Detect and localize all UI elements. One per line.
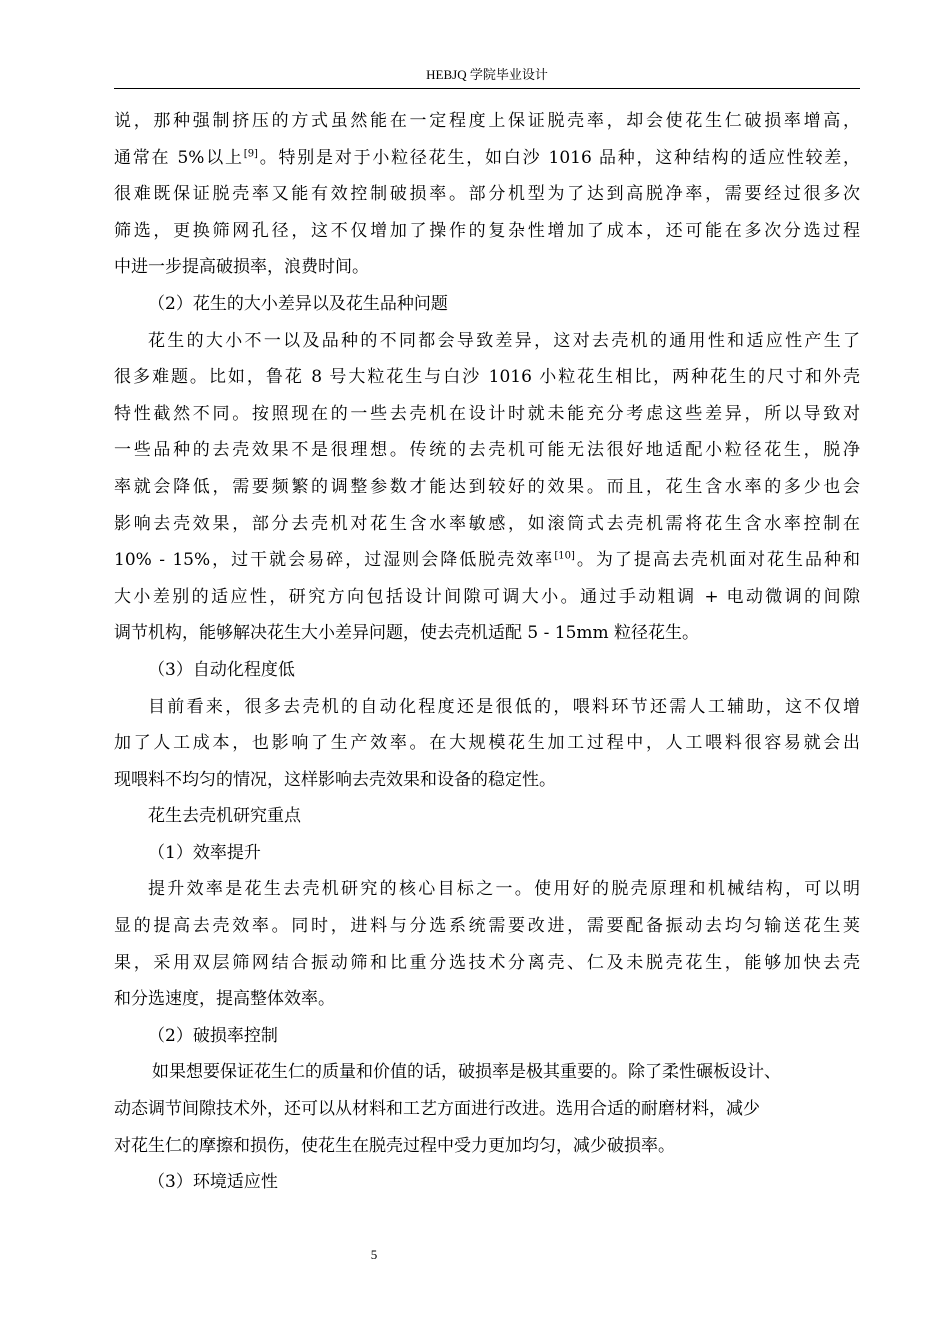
paragraph-line: 调节机构，能够解决花生大小差异问题，使去壳机适配 5 - 15mm 粒径花生。 xyxy=(114,623,700,644)
paragraph-line: 现喂料不均匀的情况，这样影响去壳效果和设备的稳定性。 xyxy=(114,769,556,790)
line-text: 。为了提高去壳机面对花生品种和 xyxy=(574,550,860,571)
paragraph-line: 加了人工成本，也影响了生产效率。在大规模花生加工过程中，人工喂料很容易就会出 xyxy=(114,733,860,754)
line-text: 10% - 15%，过干就会易碎，过湿则会降低脱壳效率 xyxy=(114,550,555,571)
paragraph-line: 说，那种强制挤压的方式虽然能在一定程度上保证脱壳率，却会使花生仁破损率增高， xyxy=(114,111,860,131)
section-heading: （3）自动化程度低 xyxy=(148,659,295,680)
page-number: 5 xyxy=(370,1247,378,1262)
paragraph-line: 大小差别的适应性，研究方向包括设计间隙可调大小。通过手动粗调 + 电动微调的间隙 xyxy=(114,586,860,607)
paragraph-line: 动态调节间隙技术外，还可以从材料和工艺方面进行改进。选用合适的耐磨材料，减少 xyxy=(114,1099,760,1120)
paragraph-line: 目前看来，很多去壳机的自动化程度还是很低的，喂料环节还需人工辅助，这不仅增 xyxy=(148,696,860,717)
paragraph-line xyxy=(114,542,860,579)
section-heading: （1）效率提升 xyxy=(148,842,261,863)
section-heading: （3）环境适应性 xyxy=(148,1172,278,1193)
paragraph-line: 提升效率是花生去壳机研究的核心目标之一。使用好的脱壳原理和机械结构，可以明 xyxy=(148,879,860,900)
paragraph-line: 影响去壳效果，部分去壳机对花生含水率敏感，如滚筒式去壳机需将花生含水率控制在 xyxy=(114,513,860,534)
section-heading: （2）破损率控制 xyxy=(148,1025,278,1046)
running-header: HEBJQ 学院毕业设计 xyxy=(426,67,548,82)
paragraph-line: 花生的大小不一以及品种的不同都会导致差异，这对去壳机的通用性和适应性产生了 xyxy=(148,330,860,351)
header-divider xyxy=(114,88,860,89)
line-text: 通常在 5%以上 xyxy=(114,147,244,168)
section-heading: 花生去壳机研究重点 xyxy=(148,806,301,827)
paragraph-line: 如果想要保证花生仁的质量和价值的话，破损率是极其重要的。除了柔性碾板设计、 xyxy=(152,1062,781,1083)
citation-ref: [9] xyxy=(243,147,258,159)
citation-ref: [10] xyxy=(554,550,575,562)
paragraph-line: 特性截然不同。按照现在的一些去壳机在设计时就未能充分考虑这些差异，所以导致对 xyxy=(114,403,860,424)
paragraph-line: 对花生仁的摩擦和损伤，使花生在脱壳过程中受力更加均匀，减少破损率。 xyxy=(114,1135,675,1156)
body-text xyxy=(114,103,860,1201)
paragraph-line: 中进一步提高破损率，浪费时间。 xyxy=(114,257,369,278)
paragraph-line: 和分选速度，提高整体效率。 xyxy=(114,989,335,1010)
paragraph-line: 果，采用双层筛网结合振动筛和比重分选技术分离壳、仁及未脱壳花生，能够加快去壳 xyxy=(114,952,860,973)
paragraph-line: 筛选，更换筛网孔径，这不仅增加了操作的复杂性增加了成本，还可能在多次分选过程 xyxy=(114,220,860,241)
paragraph-line: 一些品种的去壳效果不是很理想。传统的去壳机可能无法很好地适配小粒径花生，脱净 xyxy=(114,440,860,461)
paragraph-line: 显的提高去壳效率。同时，进料与分选系统需要改进，需要配备振动去均匀输送花生荚 xyxy=(114,916,860,937)
paragraph-line: 很多难题。比如，鲁花 8 号大粒花生与白沙 1016 小粒花生相比，两种花生的尺寸和外壳 xyxy=(114,367,860,388)
section-heading: （2）花生的大小差异以及花生品种问题 xyxy=(148,293,448,314)
paragraph-line xyxy=(114,140,860,177)
paragraph-line: 很难既保证脱壳率又能有效控制破损率。部分机型为了达到高脱净率，需要经过很多次 xyxy=(114,184,860,205)
paragraph-line: 率就会降低，需要频繁的调整参数才能达到较好的效果。而且，花生含水率的多少也会 xyxy=(114,476,860,497)
line-text: 。特别是对于小粒径花生，如白沙 1016 品种，这种结构的适应性较差， xyxy=(257,147,860,168)
